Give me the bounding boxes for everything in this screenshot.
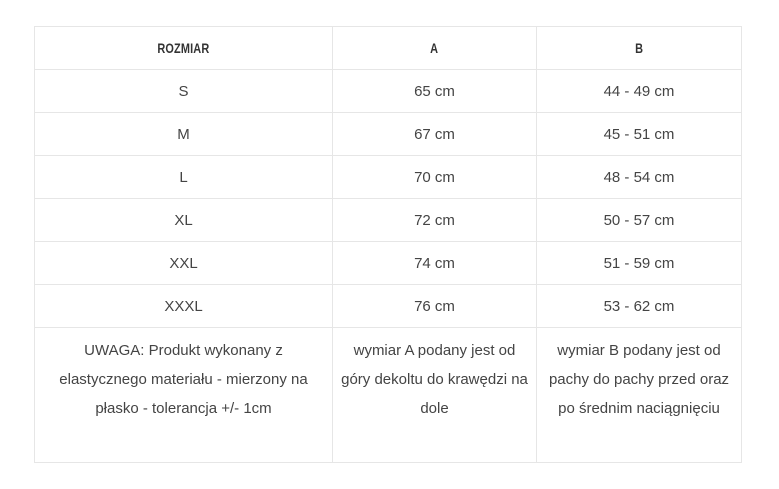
measure-a-cell: 74 cm — [333, 242, 537, 285]
header-a-label: A — [430, 40, 439, 56]
header-b — [537, 27, 742, 70]
table-row — [35, 199, 742, 242]
note-tolerance: UWAGA: Produkt wykonany z elastycznego materiału - mierzony na płasko - tolerancja +/- 1cm — [35, 328, 333, 463]
table-row — [35, 242, 742, 285]
measure-b-cell: 48 - 54 cm — [537, 156, 742, 199]
note-measure-a: wymiar A podany jest od góry dekoltu do krawędzi na dole — [333, 328, 537, 463]
table-row — [35, 285, 742, 328]
note-measure-b: wymiar B podany jest od pachy do pachy przed oraz po średnim naciągnięciu — [537, 328, 742, 463]
header-b-label: B — [634, 40, 644, 56]
size-cell: L — [35, 156, 333, 199]
table-row — [35, 113, 742, 156]
size-cell: XXL — [35, 242, 333, 285]
measure-b-cell: 51 - 59 cm — [537, 242, 742, 285]
measure-b-cell: 50 - 57 cm — [537, 199, 742, 242]
measure-a-cell: 70 cm — [333, 156, 537, 199]
size-cell: XXXL — [35, 285, 333, 328]
table-row — [35, 156, 742, 199]
size-cell: XL — [35, 199, 333, 242]
size-table — [34, 26, 742, 463]
measure-a-cell: 65 cm — [333, 70, 537, 113]
header-rozmiar-label: ROZMIAR — [157, 40, 210, 56]
header-rozmiar — [35, 27, 333, 70]
measure-a-cell: 72 cm — [333, 199, 537, 242]
size-cell: M — [35, 113, 333, 156]
measure-b-cell: 45 - 51 cm — [537, 113, 742, 156]
header-a — [333, 27, 537, 70]
header-row — [35, 27, 742, 70]
measure-a-cell: 67 cm — [333, 113, 537, 156]
measure-a-cell: 76 cm — [333, 285, 537, 328]
size-cell: S — [35, 70, 333, 113]
measure-b-cell: 53 - 62 cm — [537, 285, 742, 328]
table-row — [35, 70, 742, 113]
notes-row — [35, 328, 742, 463]
measure-b-cell: 44 - 49 cm — [537, 70, 742, 113]
